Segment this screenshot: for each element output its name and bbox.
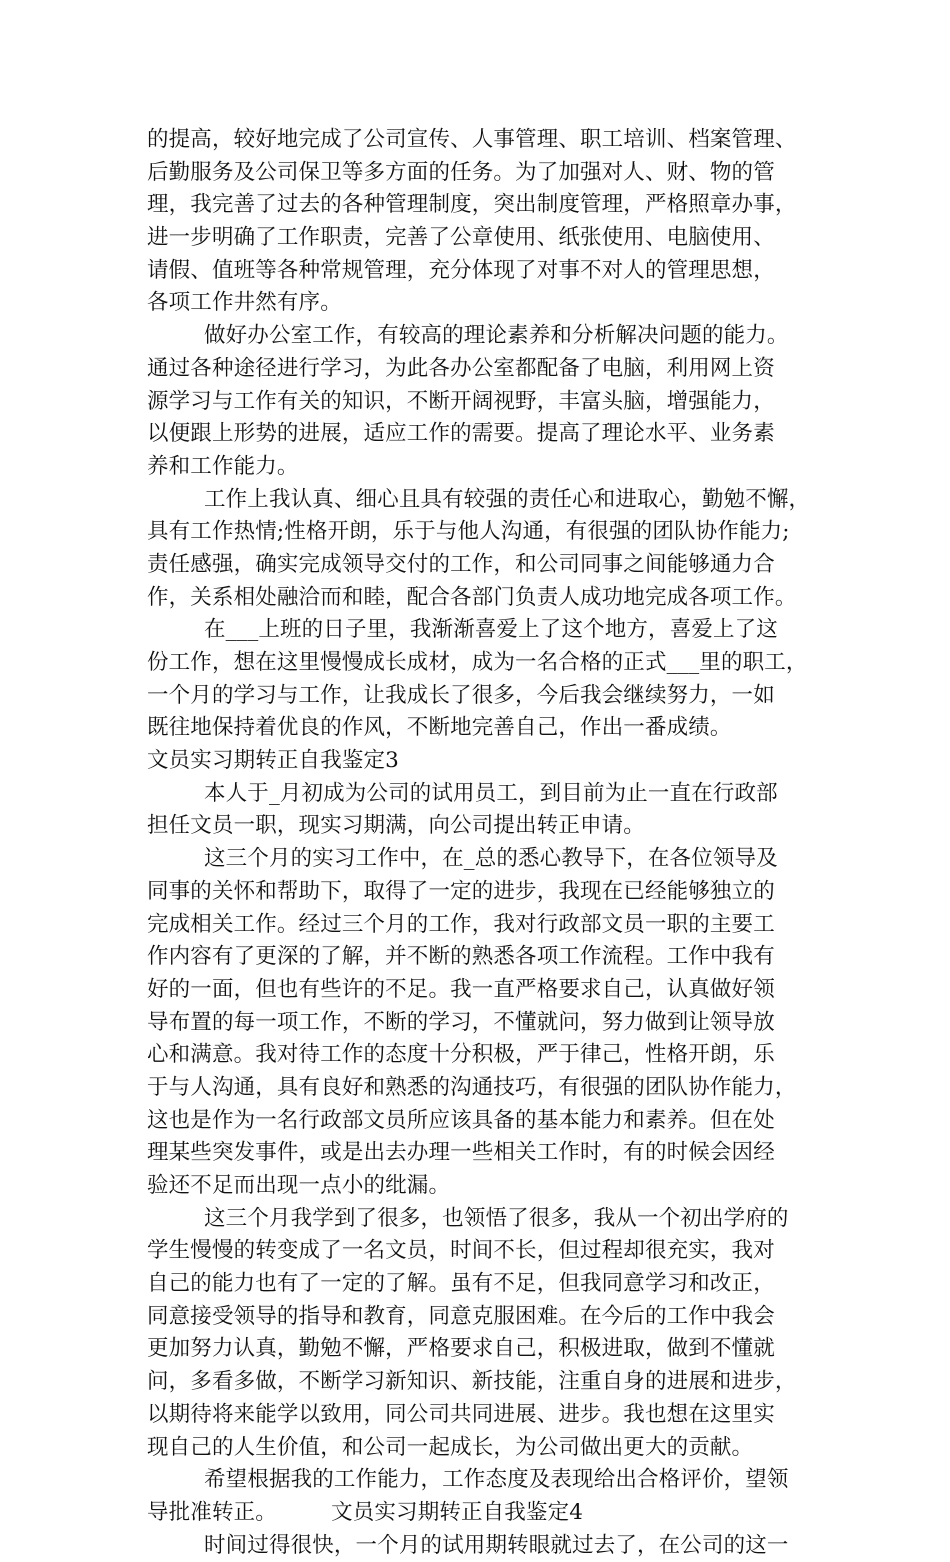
text-line: 希望根据我的工作能力，工作态度及表现给出合格评价，望领: [204, 1467, 789, 1493]
text-line: 这三个月我学到了很多，也领悟了很多，我从一个初出学府的: [204, 1205, 789, 1231]
text-line: 工作上我认真、细心且具有较强的责任心和进取心，勤勉不懈，: [204, 486, 811, 512]
text-line: 源学习与工作有关的知识，不断开阔视野，丰富头脑，增强能力，: [147, 388, 775, 414]
text-line: 后勤服务及公司保卫等多方面的任务。为了加强对人、财、物的管: [147, 159, 775, 185]
text-line: 文员实习期转正自我鉴定3: [147, 748, 399, 774]
text-line: 一个月的学习与工作，让我成长了很多，今后我会继续努力，一如: [147, 682, 775, 708]
text-line: 学生慢慢的转变成了一名文员，时间不长，但过程却很充实，我对: [147, 1238, 775, 1264]
text-line: 理某些突发事件，或是出去办理一些相关工作时，有的时候会因经: [147, 1140, 775, 1166]
text-line: 这三个月的实习工作中，在_总的悉心教导下，在各位领导及: [204, 846, 778, 872]
text-line: 在___上班的日子里，我渐渐喜爱上了这个地方，喜爱上了这: [204, 617, 778, 643]
text-line: 更加努力认真，勤勉不懈，严格要求自己，积极进取，做到不懂就: [147, 1336, 775, 1362]
text-line: 理，我完善了过去的各种管理制度，突出制度管理，严格照章办事，: [147, 192, 797, 218]
text-line: 担任文员一职，现实习期满，向公司提出转正申请。: [147, 813, 645, 839]
text-line: 以便跟上形势的进展，适应工作的需要。提高了理论水平、业务素: [147, 421, 775, 447]
text-line: 心和满意。我对待工作的态度十分积极，严于律己，性格开朗，乐: [147, 1042, 775, 1068]
text-line: 同意接受领导的指导和教育，同意克服困难。在今后的工作中我会: [147, 1303, 775, 1329]
text-line: 时间过得很快，一个月的试用期转眼就过去了，在公司的这一: [204, 1532, 789, 1558]
text-line: 验还不足而出现一点小的纰漏。: [147, 1173, 451, 1198]
text-line: 同事的关怀和帮助下，取得了一定的进步，我现在已经能够独立的: [147, 878, 775, 904]
text-line: 现自己的人生价值，和公司一起成长，为公司做出更大的贡献。: [147, 1434, 754, 1460]
text-line: 养和工作能力。: [147, 453, 299, 479]
text-line: 于与人沟通，具有良好和熟悉的沟通技巧，有很强的团队协作能力，: [147, 1074, 797, 1100]
text-line: 做好办公室工作，有较高的理论素养和分析解决问题的能力。: [204, 323, 789, 349]
text-line: 好的一面，但也有些许的不足。我一直严格要求自己，认真做好领: [147, 976, 775, 1002]
text-line: 这也是作为一名行政部文员所应该具备的基本能力和素养。但在处: [147, 1107, 775, 1133]
text-line: 具有工作热情;性格开朗，乐于与他人沟通，有很强的团队协作能力;: [147, 519, 790, 545]
text-line: 导批准转正。 文员实习期转正自我鉴定4: [147, 1499, 584, 1525]
text-line: 各项工作井然有序。: [147, 290, 342, 316]
document-body: [147, 124, 827, 1562]
text-line: 问，多看多做，不断学习新知识、新技能，注重自身的进展和进步，: [147, 1369, 797, 1395]
text-line: 导布置的每一项工作，不断的学习，不懂就问，努力做到让领导放: [147, 1009, 775, 1035]
text-line: 进一步明确了工作职责，完善了公章使用、纸张使用、电脑使用、: [147, 225, 775, 251]
text-line: 既往地保持着优良的作风，不断地完善自己，作出一番成绩。: [147, 715, 732, 741]
text-line: 通过各种途径进行学习，为此各办公室都配备了电脑，利用网上资: [147, 355, 775, 381]
text-line: 作，关系相处融洽而和睦，配合各部门负责人成功地完成各项工作。: [147, 584, 797, 610]
text-line: 自己的能力也有了一定的了解。虽有不足，但我同意学习和改正，: [147, 1271, 775, 1297]
text-line: 以期待将来能学以致用，同公司共同进展、进步。我也想在这里实: [147, 1401, 775, 1427]
text-line: 的提高，较好地完成了公司宣传、人事管理、职工培训、档案管理、: [147, 127, 797, 152]
text-line: 请假、值班等各种常规管理，充分体现了对事不对人的管理思想，: [147, 257, 775, 283]
text-line: 责任感强，确实完成领导交付的工作，和公司同事之间能够通力合: [147, 551, 775, 577]
text-line: 作内容有了更深的了解，并不断的熟悉各项工作流程。工作中我有: [147, 944, 775, 970]
text-line: 份工作，想在这里慢慢成长成材，成为一名合格的正式___里的职工，: [147, 650, 808, 675]
text-line: 完成相关工作。经过三个月的工作，我对行政部文员一职的主要工: [147, 911, 775, 937]
text-line: 本人于_月初成为公司的试用员工，到目前为止一直在行政部: [204, 780, 778, 806]
